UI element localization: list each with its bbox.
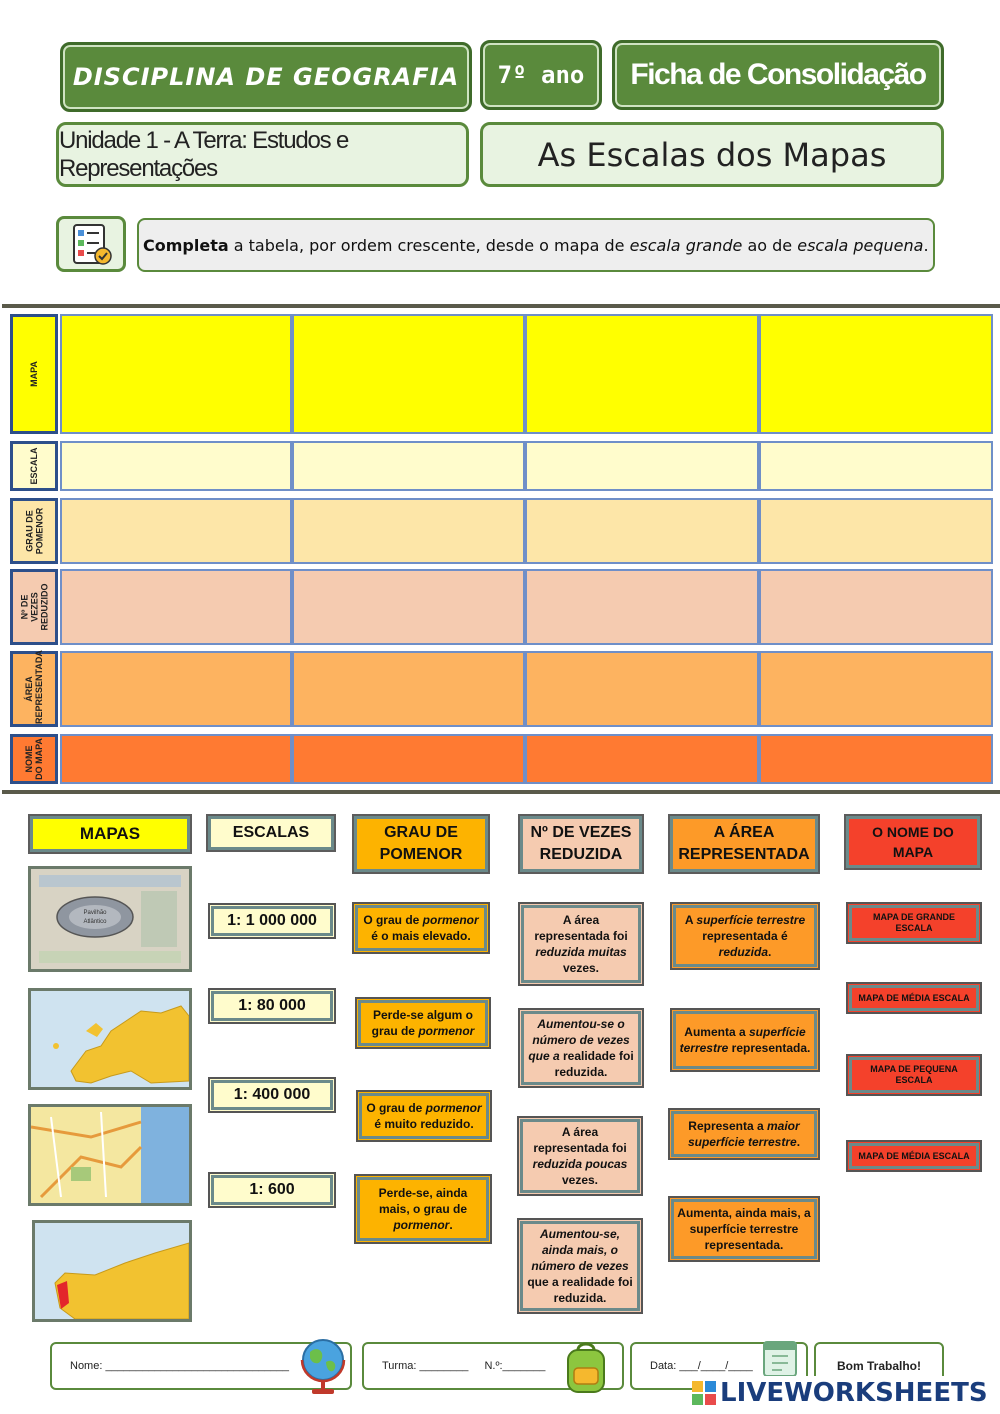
calendar-icon xyxy=(760,1336,800,1380)
row-label-text: GRAU DE POMENOR xyxy=(24,507,44,555)
map-card-iberia[interactable] xyxy=(32,1220,192,1322)
map-card-europe[interactable] xyxy=(28,988,192,1090)
name-card-1[interactable]: MAPA DE GRANDE ESCALA xyxy=(846,902,982,944)
name-card-4[interactable]: MAPA DE MÉDIA ESCALA xyxy=(846,1140,982,1172)
scale-card-3[interactable]: 1: 400 000 xyxy=(208,1077,336,1113)
row-label-text: Nº DE VEZES REDUZIDO xyxy=(19,583,49,631)
area-card-3[interactable]: Representa a maior superfície terrestre. xyxy=(668,1108,820,1160)
drop-cell[interactable] xyxy=(759,569,993,645)
row-label-text: ÁREA REPRESENTADA xyxy=(24,650,44,724)
liveworksheets-logo xyxy=(692,1376,992,1410)
area-card-4[interactable]: Aumenta, ainda mais, a superfície terrestre representada. xyxy=(668,1196,820,1262)
drop-cell[interactable] xyxy=(759,498,993,564)
year-box xyxy=(480,40,602,110)
drop-cell[interactable] xyxy=(60,734,292,784)
vezes-card-2[interactable]: Aumentou-se o número de vezes que a realidade foi reduzida. xyxy=(518,1008,644,1088)
discipline-title-box xyxy=(60,42,472,112)
row-label-1 xyxy=(10,314,58,434)
good-work-label: Bom Trabalho! xyxy=(836,1359,921,1373)
backpack-icon xyxy=(560,1338,612,1398)
row-label-4 xyxy=(10,569,58,645)
sheet-title-box xyxy=(612,40,944,110)
drop-cell[interactable] xyxy=(525,441,759,491)
vezes-card-4[interactable]: Aumentou-se, ainda mais, o número de vezes que a realidade foi reduzida. xyxy=(517,1218,643,1314)
row-label-text: ESCALA xyxy=(29,447,39,485)
row-label-5 xyxy=(10,651,58,727)
map-label-1: Pavilhão xyxy=(83,910,107,916)
grau-card-3[interactable]: O grau de pormenor é muito reduzido. xyxy=(356,1090,492,1142)
instruction-box xyxy=(137,218,935,272)
drop-cell[interactable] xyxy=(292,441,525,491)
drop-cell[interactable] xyxy=(759,441,993,491)
drop-cell[interactable] xyxy=(60,498,292,564)
sheet-title: Ficha de Consolidação xyxy=(630,58,926,91)
checklist-icon xyxy=(56,216,126,272)
drop-cell[interactable] xyxy=(292,734,525,784)
scale-card-2[interactable]: 1: 80 000 xyxy=(208,988,336,1024)
area-card-2[interactable]: Aumenta a superfície terrestre representada. xyxy=(670,1008,820,1072)
number-field-label: N.º:_______ xyxy=(484,1360,546,1372)
row-label-text: MAPA xyxy=(29,361,39,387)
drop-cell[interactable] xyxy=(292,314,525,434)
row-label-3 xyxy=(10,498,58,564)
liveworksheets-brand: LIVEWORKSHEETS xyxy=(720,1378,988,1408)
unit-title: Unidade 1 - A Terra: Estudos e Representações xyxy=(59,126,349,182)
instruction-text: Completa a tabela, por ordem crescente, desde o mapa de escala grande ao de escala pequena. xyxy=(143,235,929,255)
topic-title: As Escalas dos Mapas xyxy=(537,135,887,174)
drop-cell[interactable] xyxy=(525,314,759,434)
header-area: A ÁREA REPRESENTADA xyxy=(668,814,820,874)
drop-cell[interactable] xyxy=(525,651,759,727)
header-nome: O NOME DO MAPA xyxy=(844,814,982,870)
drop-cell[interactable] xyxy=(60,569,292,645)
scale-card-4[interactable]: 1: 600 xyxy=(208,1172,336,1208)
drop-cell[interactable] xyxy=(292,498,525,564)
drop-cell[interactable] xyxy=(60,651,292,727)
drop-cell[interactable] xyxy=(292,569,525,645)
vezes-card-3[interactable]: A área representada foi reduzida poucas vezes. xyxy=(517,1116,643,1196)
header-grau: GRAU DE POMENOR xyxy=(352,814,490,874)
map-label-2: Atlântico xyxy=(83,919,107,925)
scale-card-1[interactable]: 1: 1 000 000 xyxy=(208,903,336,939)
drop-cell[interactable] xyxy=(525,569,759,645)
row-label-2 xyxy=(10,441,58,491)
topic-box xyxy=(480,122,944,187)
date-field-label: Data: ___/____/____ xyxy=(650,1360,753,1372)
name-field-label: Nome: ______________________________ xyxy=(70,1360,289,1372)
liveworksheets-mark-icon xyxy=(692,1381,716,1405)
class-field-label: Turma: ________ xyxy=(382,1360,469,1372)
drop-cell[interactable] xyxy=(759,314,993,434)
drop-cell[interactable] xyxy=(525,498,759,564)
grau-card-4[interactable]: Perde-se, ainda mais, o grau de pormenor. xyxy=(354,1174,492,1244)
header-escalas: ESCALAS xyxy=(206,814,336,852)
row-label-text: NOME DO MAPA xyxy=(24,738,44,780)
discipline-title: DISCIPLINA DE GEOGRAFIA xyxy=(72,63,460,91)
map-card-city[interactable] xyxy=(28,1104,192,1206)
globe-icon xyxy=(296,1336,350,1398)
drop-cell[interactable] xyxy=(60,314,292,434)
drop-cell[interactable] xyxy=(292,651,525,727)
header-vezes: Nº DE VEZES REDUZIDA xyxy=(518,814,644,874)
name-card-2[interactable]: MAPA DE MÉDIA ESCALA xyxy=(846,982,982,1014)
row-label-6 xyxy=(10,734,58,784)
map-card-pavilhao[interactable] xyxy=(28,866,192,972)
drop-cell[interactable] xyxy=(759,734,993,784)
area-card-1[interactable]: A superfície terrestre representada é reduzida. xyxy=(670,902,820,970)
unit-box xyxy=(56,122,469,187)
header-mapas: MAPAS xyxy=(28,814,192,854)
drop-cell[interactable] xyxy=(759,651,993,727)
drop-cell[interactable] xyxy=(60,441,292,491)
year-label: 7º ano xyxy=(497,61,585,89)
vezes-card-1[interactable]: A área representada foi reduzida muitas vezes. xyxy=(518,902,644,986)
grau-card-1[interactable]: O grau de pormenor é o mais elevado. xyxy=(352,902,490,954)
drop-cell[interactable] xyxy=(525,734,759,784)
name-card-3[interactable]: MAPA DE PEQUENA ESCALA xyxy=(846,1054,982,1096)
grau-card-2[interactable]: Perde-se algum o grau de pormenor xyxy=(355,997,491,1049)
